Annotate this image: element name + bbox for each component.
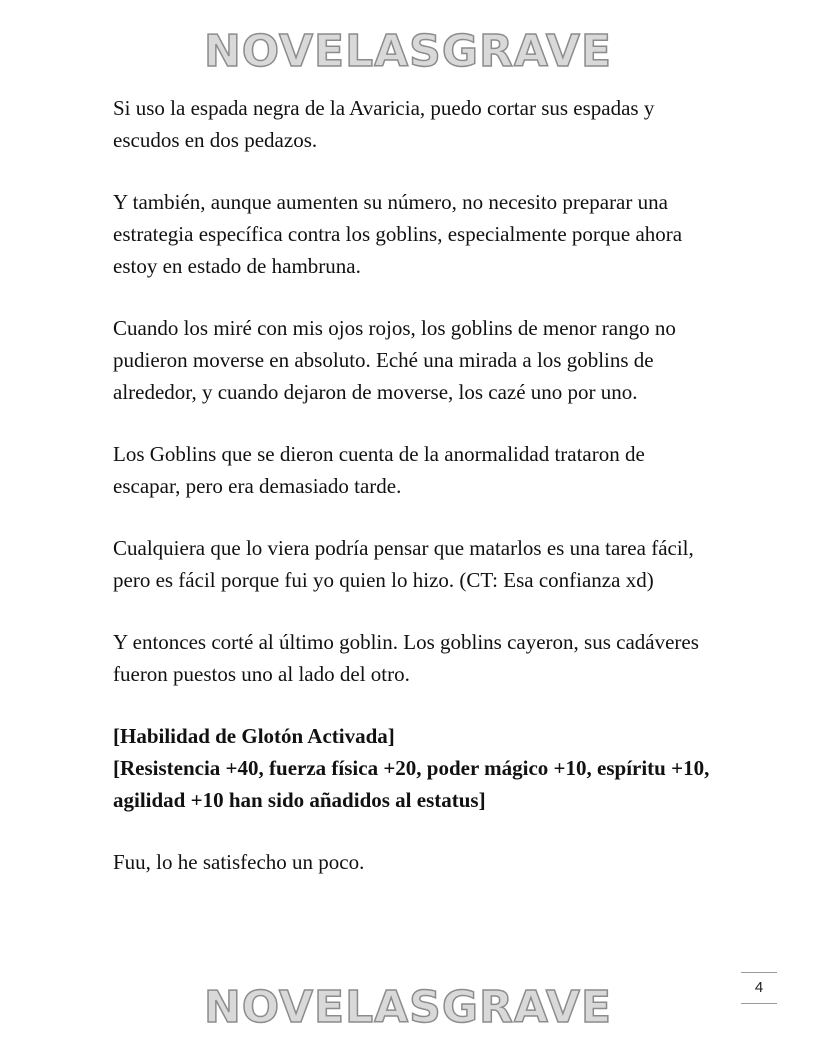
paragraph-4: Los Goblins que se dieron cuenta de la anormalidad trataron de escapar, pero era demasiado tarde. [113,442,645,498]
paragraph-6: Y entonces corté al último goblin. Los goblins cayeron, sus cadáveres fueron puestos uno al lado del otro. [113,630,699,686]
paragraph-5: Cualquiera que lo viera podría pensar que matarlos es una tarea fácil, pero es fácil porque fui yo quien lo hizo. (CT: Esa confianza xd) [113,536,694,592]
system-message-stats-added: [Resistencia +40, fuerza física +20, poder mágico +10, espíritu +10, agilidad +10 han sido añadidos al estatus] [113,756,710,812]
system-message-skill-activated: [Habilidad de Glotón Activada] [113,724,395,748]
footer-watermark-logo: NOVELASGRAVE [203,982,613,1033]
paragraph-3: Cuando los miré con mis ojos rojos, los goblins de menor rango no pudieron moverse en absoluto. Eché una mirada a los goblins de alrededor, y cuando dejaron de moverse, los cazé uno por uno. [113,316,676,404]
header-watermark-logo: NOVELASGRAVE [203,26,613,77]
document-body [113,92,713,908]
paragraph-2: Y también, aunque aumenten su número, no necesito preparar una estrategia específica contra los goblins, especialmente porque ahora estoy en estado de hambruna. [113,190,683,278]
system-message-block [113,720,713,816]
paragraph-1: Si uso la espada negra de la Avaricia, puedo cortar sus espadas y escudos en dos pedazos. [113,96,655,152]
closing-paragraph: Fuu, lo he satisfecho un poco. [113,850,365,874]
page-number: 4 [741,972,777,1004]
